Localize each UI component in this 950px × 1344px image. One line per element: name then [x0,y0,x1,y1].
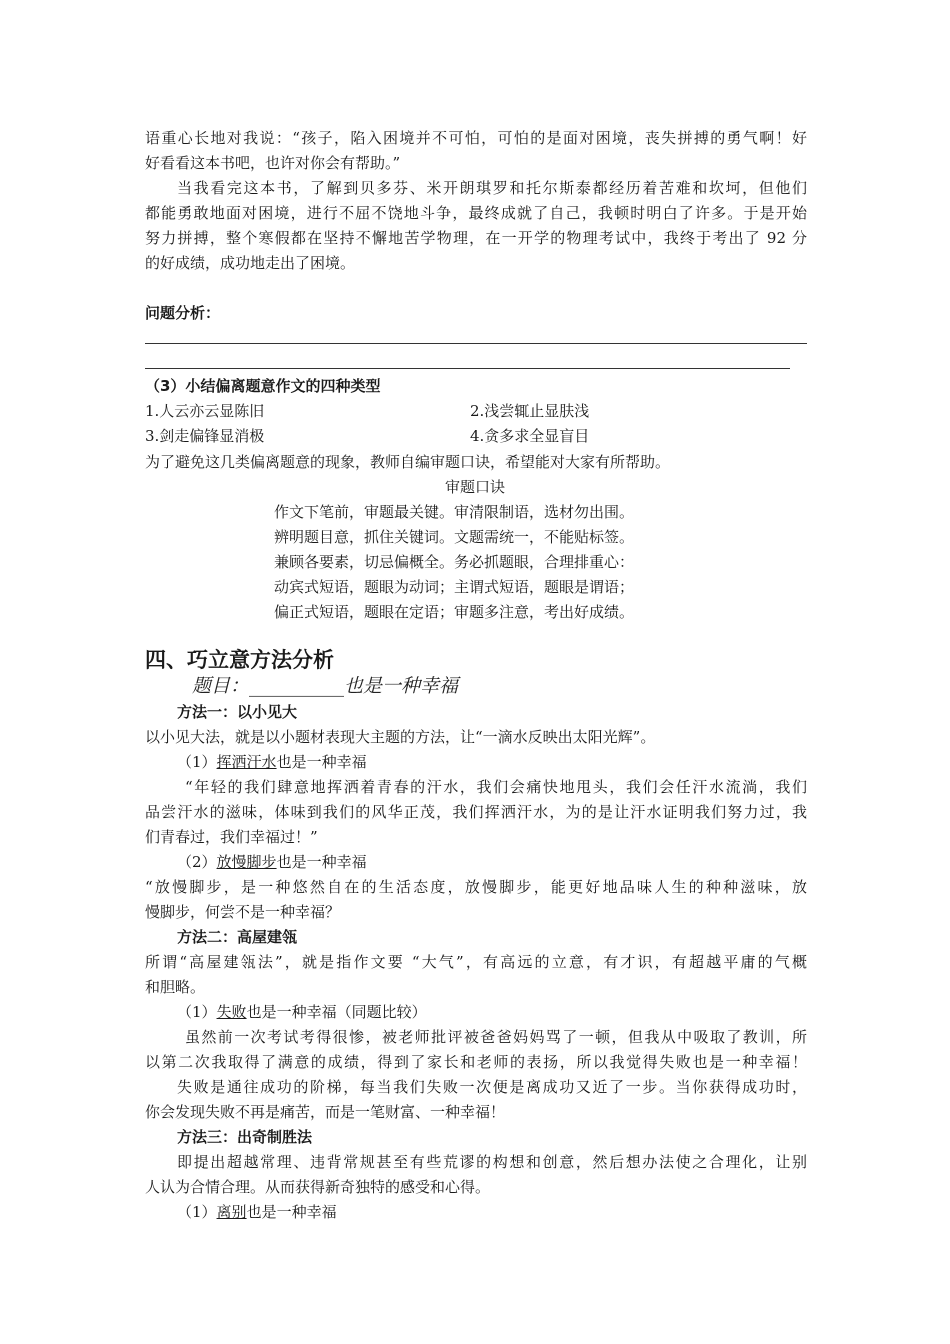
example-number: （1） [177,1203,217,1221]
paragraph-line: “年轻的我们肆意地挥洒着青春的汗水，我们会痛快地甩头，我们会任汗水流淌，我们 [185,778,807,796]
paragraph-line: 努力拼搏，整个寒假都在坚持不懈地苦学物理，在一开学的物理考试中，我终于考出了 92 分 [145,229,807,247]
paragraph-line: 你会发现失败不再是痛苦，而是一笔财富、一种幸福！ [145,1103,506,1121]
paragraph-line: 语重心长地对我说：“孩子，陷入困境并不可怕，可怕的是面对困境，丧失拼搏的勇气啊！好 [145,129,807,147]
example-number: （2） [177,853,217,871]
answer-line [145,343,807,344]
paragraph-line: 都能勇敢地面对困境，进行不屈不饶地斗争，最终成就了自己，我顿时明白了许多。于是开始 [145,204,807,222]
example-rest: 也是一种幸福 [276,853,367,871]
paragraph-line: 失败是通往成功的阶梯，每当我们失败一次便是离成功又近了一步。当你获得成功时， [177,1078,807,1096]
example-title [177,1001,807,1023]
example-keyword: 离别 [216,1203,247,1221]
method-title: 方法二：高屋建瓴 [177,928,298,946]
paragraph-line: 人认为合情合理。从而获得新奇独特的感受和心得。 [145,1178,491,1196]
verse-line: 作文下笔前，审题最关键。审清限制语，选材勿出围。 [274,503,635,521]
example-rest: 也是一种幸福（同题比较） [246,1003,427,1021]
paragraph-line: 当我看完这本书，了解到贝多芬、米开朗琪罗和托尔斯泰都经历着苦难和坎坷，但他们 [177,179,807,197]
section-heading: （3）小结偏离题意作文的四种类型 [145,377,381,395]
method-title: 方法一：以小见大 [177,703,298,721]
paragraph-line: 们青春过，我们幸福过！” [145,828,318,846]
verse-line: 动宾式短语，题眼为动词；主谓式短语，题眼是谓语； [274,578,635,596]
paragraph-line: 品尝汗水的滋味，体味到我们的风华正茂，我们挥洒汗水，为的是让汗水证明我们努力过，我 [145,803,807,821]
paragraph-line: 以小见大法，就是以小题材表现大主题的方法，让“一滴水反映出太阳光辉”。 [145,728,656,746]
topic-suffix: 也是一种幸福 [344,675,459,697]
paragraph-line: 以第二次我取得了满意的成绩，得到了家长和老师的表扬，所以我觉得失败也是一种幸福！ [145,1053,807,1071]
topic-prefix: 题目： [192,675,250,697]
type-item: 1.人云亦云显陈旧 [145,402,265,420]
paragraph-line: 即提出超越常理、违背常规甚至有些荒谬的构想和创意，然后想办法使之合理化，让别 [177,1153,807,1171]
verse-line: 偏正式短语，题眼在定语；审题多注意，考出好成绩。 [274,603,635,621]
example-keyword: 失败 [216,1003,247,1021]
verse-line: 兼顾各要素，切忌偏概全。务必抓题眼，合理排重心： [274,553,635,571]
example-title [177,1201,807,1223]
paragraph-line: “放慢脚步，是一种悠然自在的生活态度，放慢脚步，能更好地品味人生的种种滋味，放 [145,878,807,896]
method-title: 方法三：出奇制胜法 [177,1128,313,1146]
example-title [177,751,807,773]
example-rest: 也是一种幸福 [246,1203,337,1221]
verse-line: 辨明题目意，抓住关键词。文题需统一，不能贴标签。 [274,528,635,546]
paragraph-line: 好看看这本书吧，也许对你会有帮助。” [145,154,401,172]
paragraph-line: 所谓“高屋建瓴法”，就是指作文要 “大气”，有高远的立意，有才识，有超越平庸的气概 [145,953,807,971]
topic-blank: __________ [249,675,345,697]
example-rest: 也是一种幸福 [276,753,367,771]
type-item: 2.浅尝辄止显肤浅 [470,402,590,420]
paragraph-line: 慢脚步，何尝不是一种幸福？ [145,903,341,921]
example-title [177,851,807,873]
section-heading: 四、巧立意方法分析 [145,648,334,672]
example-keyword: 挥洒汗水 [216,753,277,771]
example-keyword: 放慢脚步 [216,853,277,871]
intro-text: 为了避免这几类偏离题意的现象，教师自编审题口诀，希望能对大家有所帮助。 [145,453,671,471]
type-item: 4.贪多求全显盲目 [470,427,590,445]
answer-line [145,368,790,369]
type-item: 3.剑走偏锋显消极 [145,427,265,445]
paragraph-line: 的好成绩，成功地走出了困境。 [145,254,356,272]
verse-title: 审题口诀 [444,478,505,496]
analysis-label: 问题分析： [145,304,221,322]
paragraph-line: 虽然前一次考试考得很惨，被老师批评被爸爸妈妈骂了一顿，但我从中吸取了教训，所 [185,1028,807,1046]
paragraph-line: 和胆略。 [145,978,206,996]
example-number: （1） [177,753,217,771]
topic-line [192,673,692,699]
example-number: （1） [177,1003,217,1021]
